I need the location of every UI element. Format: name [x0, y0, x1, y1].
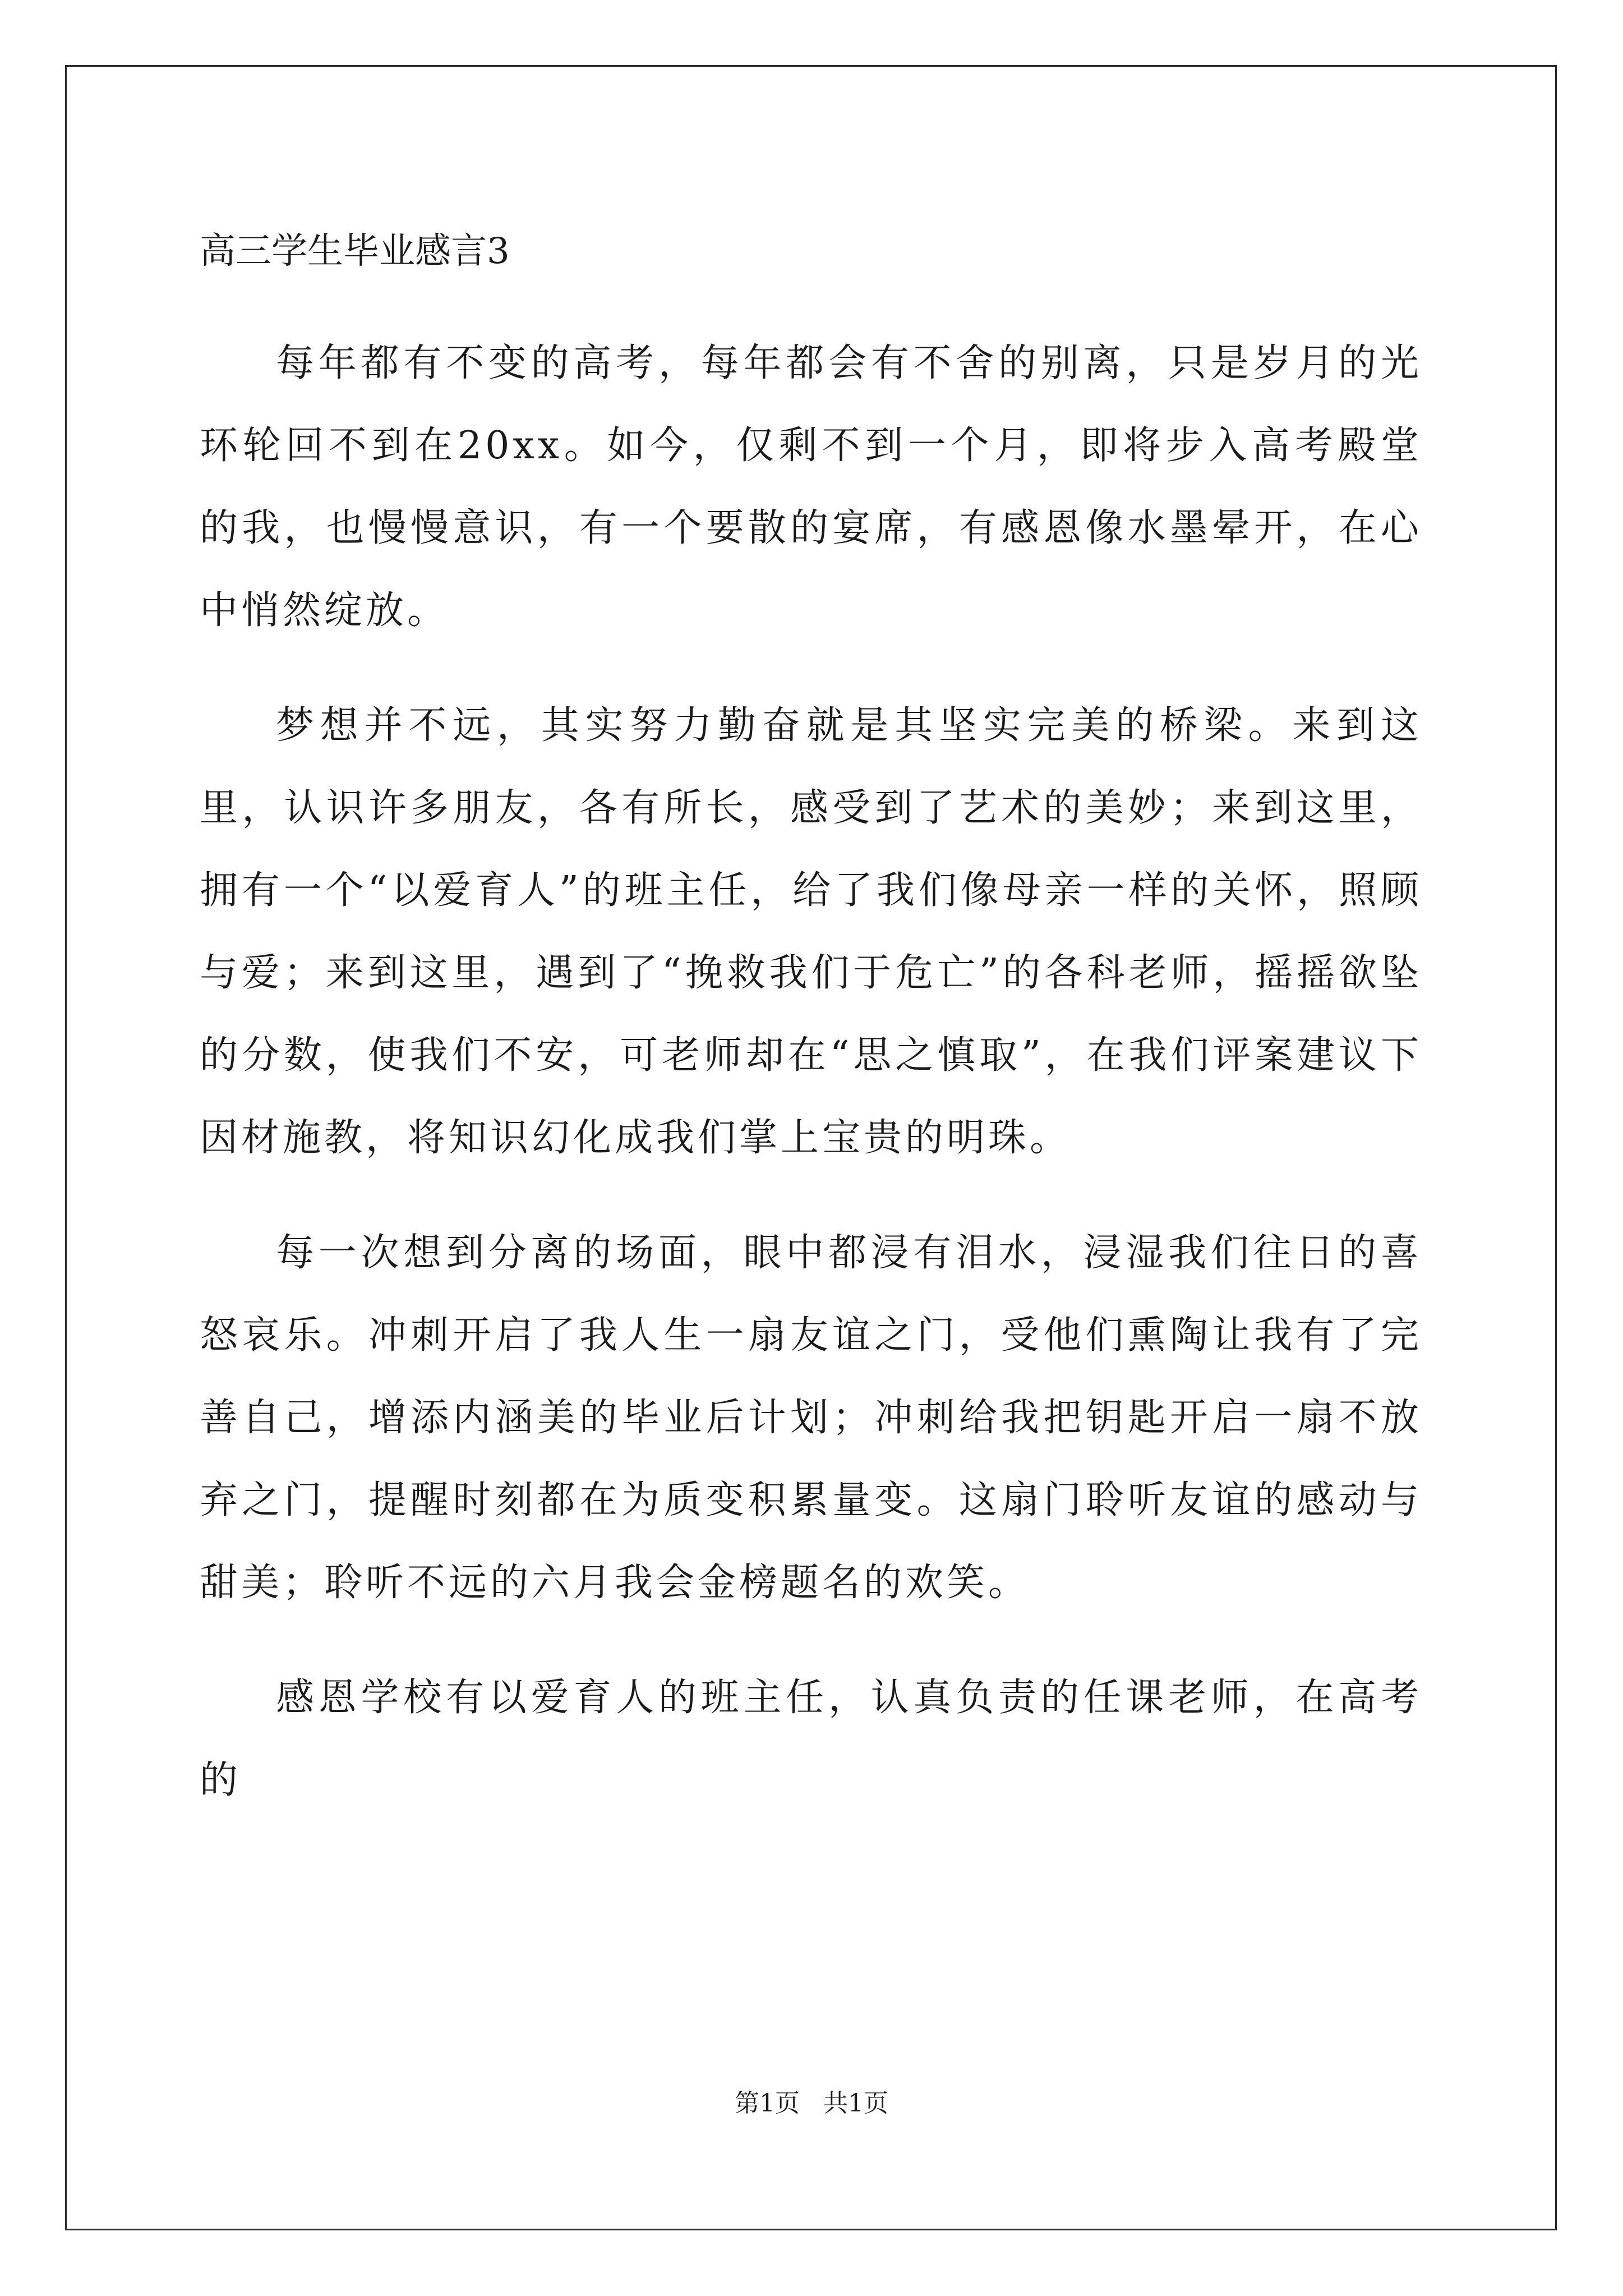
paragraph-3: 每一次想到分离的场面，眼中都浸有泪水，浸湿我们往日的喜怒哀乐。冲刺开启了我人生一扇友谊之门，受他们熏陶让我有了完善自己，增添内涵美的毕业后计划；冲刺给我把钥匙开启一扇不放弃之门，提醒时刻都在为质变积累量变。这扇门聆听友谊的感动与甜美；聆听不远的六月我会金榜题名的欢笑。 — [200, 1231, 1422, 1605]
document-title: 高三学生毕业感言3 — [200, 231, 510, 272]
document-body — [200, 322, 1422, 1854]
page-footer: 第1页 共1页 — [735, 2089, 888, 2118]
paragraph-4: 感恩学校有以爱育人的班主任，认真负责的任课老师，在高考的 — [200, 1676, 1422, 1802]
paragraph-1: 每年都有不变的高考，每年都会有不舍的别离，只是岁月的光环轮回不到在20xx。如今，仅剩不到一个月，即将步入高考殿堂的我，也慢慢意识，有一个要散的宴席，有感恩像水墨晕开，在心中悄然绽放。 — [200, 341, 1422, 633]
paragraph-2: 梦想并不远，其实努力勤奋就是其坚实完美的桥梁。来到这里，认识许多朋友，各有所长，感受到了艺术的美妙；来到这里，拥有一个“以爱育人”的班主任，给了我们像母亲一样的关怀，照顾与爱；来到这里，遇到了“挽救我们于危亡”的各科老师，摇摇欲坠的分数，使我们不安，可老师却在“思之慎取”，在我们评案建议下因材施教，将知识幻化成我们掌上宝贵的明珠。 — [200, 703, 1422, 1160]
